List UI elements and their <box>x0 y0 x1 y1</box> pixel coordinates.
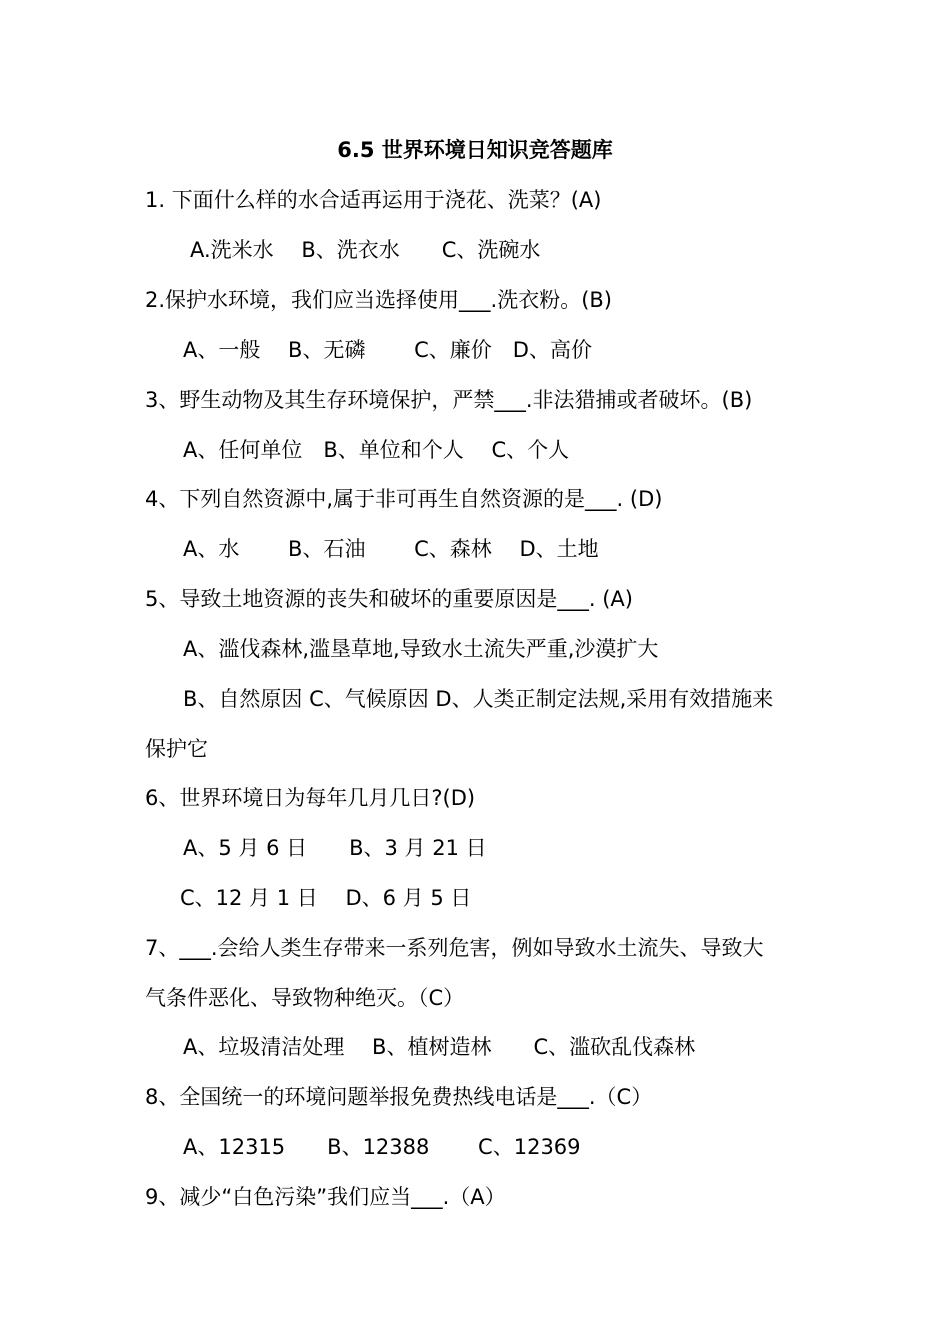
question-6-options-cd: C、12 月 1 日 D、6 月 5 日 <box>180 886 472 910</box>
question-4: 4、下列自然资源中,属于非可再生自然资源的是___. (D) <box>145 487 663 511</box>
question-9: 9、减少“白色污染”我们应当___.（A） <box>145 1185 506 1209</box>
question-1: 1. 下面什么样的水合适再运用于浇花、洗菜？(A) <box>145 188 602 212</box>
question-1-options: A.洗米水 B、洗衣水 C、洗碗水 <box>190 238 541 262</box>
question-5: 5、导致土地资源的丧失和破坏的重要原因是___. (A) <box>145 587 633 611</box>
question-2-options: A、一般 B、无磷 C、廉价 D、高价 <box>183 338 592 362</box>
question-6-options-ab: A、5 月 6 日 B、3 月 21 日 <box>183 836 487 860</box>
question-5-options-bcd: B、自然原因 C、气候原因 D、人类正制定法规,采用有效措施来 <box>183 687 774 711</box>
question-7-continued: 气条件恶化、导致物种绝灭。（C） <box>145 986 465 1010</box>
question-7-options: A、垃圾清洁处理 B、植树造林 C、滥砍乱伐森林 <box>183 1035 696 1059</box>
question-3-options: A、任何单位 B、单位和个人 C、个人 <box>183 438 570 462</box>
question-5-option-a: A、滥伐森林,滥垦草地,导致水土流失严重,沙漠扩大 <box>183 637 659 661</box>
question-6: 6、世界环境日为每年几月几日?(D) <box>145 786 476 810</box>
question-7: 7、___.会给人类生存带来一系列危害，例如导致水土流失、导致大 <box>145 936 764 960</box>
question-8-options: A、12315 B、12388 C、12369 <box>183 1135 581 1159</box>
question-2: 2.保护水环境，我们应当选择使用___.洗衣粉。(B) <box>145 288 613 312</box>
question-8: 8、全国统一的环境问题举报免费热线电话是___.（C） <box>145 1085 653 1109</box>
question-3: 3、野生动物及其生存环境保护，严禁___.非法猎捕或者破坏。(B) <box>145 388 753 412</box>
question-4-options: A、水 B、石油 C、森林 D、土地 <box>183 537 599 561</box>
document-title: 6.5 世界环境日知识竞答题库 <box>337 138 613 162</box>
question-5-options-continued: 保护它 <box>145 737 208 761</box>
